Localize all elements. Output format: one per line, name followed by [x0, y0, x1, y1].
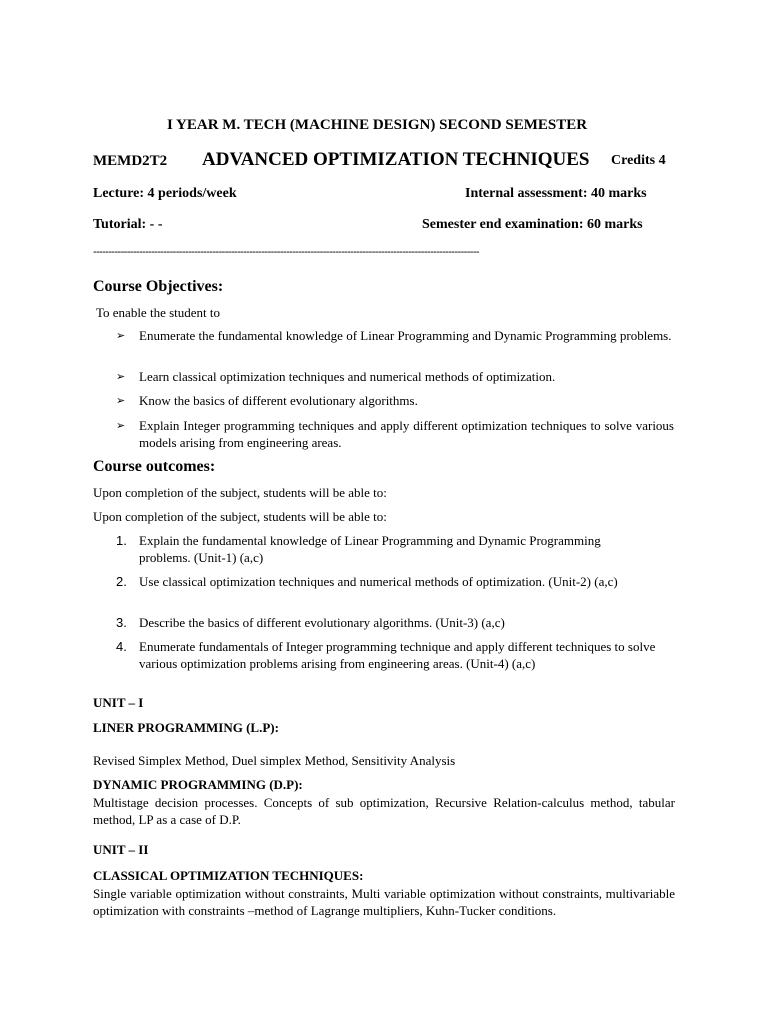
classical-optimization-topics: Single variable optimization without constraints, Multi variable optimization without constraints, multivariable optimization with constraints –method of Lagrange multipliers, Kuhn-Tucker conditions. [93, 886, 675, 918]
dp-heading: DYNAMIC PROGRAMMING (D.P): [93, 777, 303, 792]
course-title: ADVANCED OPTIMIZATION TECHNIQUES [202, 149, 590, 170]
classical-optimization-heading: CLASSICAL OPTIMIZATION TECHNIQUES: [93, 868, 364, 883]
tutorial: Tutorial: - - [93, 217, 163, 232]
outcomes-heading: Course outcomes: [93, 458, 216, 475]
lp-topics: Revised Simplex Method, Duel simplex Method, Sensitivity Analysis [93, 753, 456, 768]
unit-1-heading: UNIT – I [93, 695, 144, 710]
course-code: MEMD2T2 [93, 153, 168, 169]
outcomes-intro: Upon completion of the subject, students will be able to: [93, 509, 387, 524]
program-title: I YEAR M. TECH (MACHINE DESIGN) SECOND SEMESTER [167, 117, 588, 133]
outcome-number: 2. [116, 574, 127, 589]
lecture-periods: Lecture: 4 periods/week [93, 186, 237, 201]
semester-end-exam: Semester end examination: 60 marks [422, 217, 643, 232]
outcome-number: 4. [116, 639, 127, 654]
objectives-intro: To enable the student to [96, 305, 221, 320]
outcome-item: Enumerate fundamentals of Integer programming technique and apply different techniques to solve various optimization problems arising from engineering areas. (Unit-4) (a,c) [139, 639, 656, 671]
objective-item: Enumerate the fundamental knowledge of Linear Programming and Dynamic Programming problems. [139, 328, 672, 343]
arrow-bullet-icon: ➢ [116, 419, 126, 432]
internal-assessment: Internal assessment: 40 marks [465, 186, 647, 201]
lp-heading: LINER PROGRAMMING (L.P): [93, 720, 279, 735]
dp-topics: Multistage decision processes. Concepts of sub optimization, Recursive Relation-calculus method, tabular method, LP as a case of D.P. [93, 795, 675, 827]
outcome-item: Describe the basics of different evolutionary algorithms. (Unit-3) (a,c) [139, 615, 505, 630]
outcome-number: 1. [116, 533, 127, 548]
separator-line: ------------------------------------------------------------------------------------------------------------------------------ [93, 246, 479, 258]
credits: Credits 4 [611, 153, 666, 168]
arrow-bullet-icon: ➢ [116, 394, 126, 407]
outcome-item: Explain the fundamental knowledge of Linear Programming and Dynamic Programming problems. (Unit-1) (a,c) [139, 533, 601, 565]
objective-item: Know the basics of different evolutionary algorithms. [139, 393, 418, 408]
objective-item: Explain Integer programming techniques and apply different optimization techniques to solve various models arising from engineering areas. [139, 418, 674, 450]
arrow-bullet-icon: ➢ [116, 329, 126, 342]
objectives-heading: Course Objectives: [93, 278, 224, 295]
arrow-bullet-icon: ➢ [116, 370, 126, 383]
outcomes-intro: Upon completion of the subject, students will be able to: [93, 485, 387, 500]
unit-2-heading: UNIT – II [93, 842, 149, 857]
objective-item: Learn classical optimization techniques and numerical methods of optimization. [139, 369, 556, 384]
outcome-item: Use classical optimization techniques and numerical methods of optimization. (Unit-2) (a,c) [139, 574, 618, 589]
outcome-number: 3. [116, 615, 127, 630]
